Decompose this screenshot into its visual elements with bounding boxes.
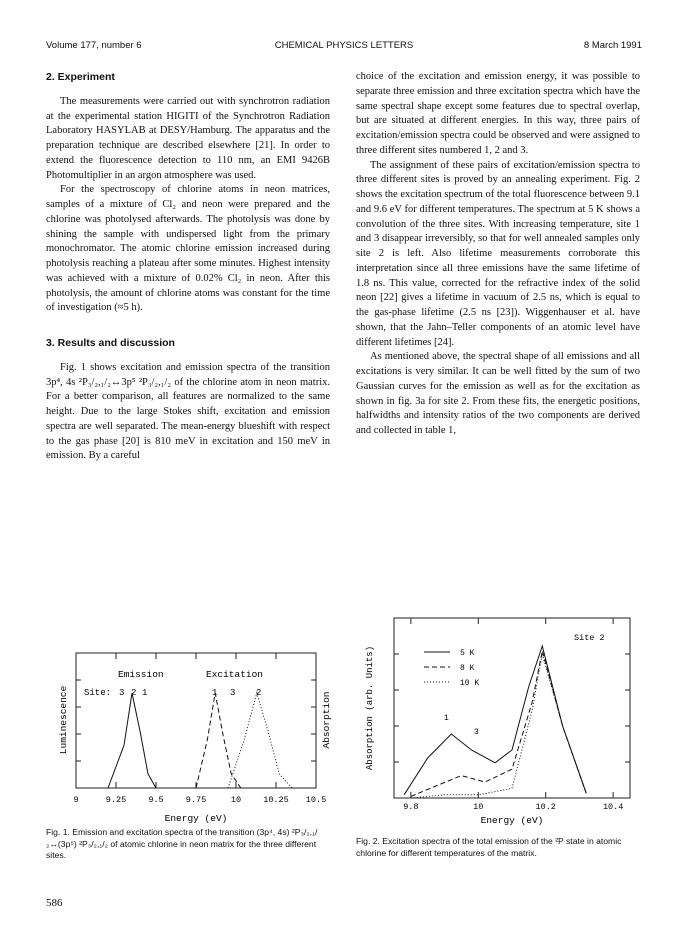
fig1-excitation-label: Excitation [206,669,264,680]
fig2-ylabel: Absorption (arb. Units) [365,645,375,771]
figure-1 [46,645,346,825]
fig2-legend-8k: 8 K [460,664,475,673]
fig1-xtick-labels [73,795,326,805]
left-column [46,70,330,464]
experiment-heading: 2. Experiment [46,71,115,83]
issue-date: 8 March 1991 [583,40,642,51]
fig1-xtick-label: 9.5 [148,795,164,805]
fig1-emission-site-3: 3 [119,688,125,698]
fig1-excitation-site-2: 2 [256,688,262,698]
fig2-peak-3-label: 3 [474,728,479,737]
right-column [356,70,640,439]
fig2-legend-10k: 10 K [460,679,480,688]
fig2-ticks [394,618,630,798]
fig1-excitation-site-1: 1 [212,688,218,698]
fig1-series-line [196,693,241,788]
figure-2 [356,612,646,827]
fig2-peak-1-label: 1 [444,714,449,723]
fig2-site-label: Site 2 [574,633,605,643]
fig1-xtick-label: 9.25 [105,795,127,805]
fig2-series-line [404,646,586,795]
fig1-caption: Fig. 1. Emission and excitation spectra of the transition (3p⁴, 4s) ²P₃/₂,₁/₂↔(3p⁵) ²P₃/₂,₁/₂ of atomic chlorine in neon matrix for the three different sites. [46,827,318,860]
fig1-series-line [108,693,156,788]
fig2-xtick-labels [403,802,623,812]
fig1-xtick-label: 10.5 [305,795,327,805]
fig1-xtick-label: 9.75 [185,795,207,805]
fig1-emission-site-1: 1 [142,688,148,698]
fig1-site-label: Site: [84,688,112,698]
fig2-xtick-label: 10.4 [602,802,624,812]
results-paragraph-4: As mentioned above, the spectral shape of all emissions and all excitations is very similar. It can be well fitted by the sum of two Gaussian curves for the emission as well as for the excitation as shown in fig. 3a for site 2. From these fits, the energetic positions, halfwidths and intensity ratios of the two components are derived and collected in table 1, [356,351,640,436]
fig2-xtick-label: 10 [473,802,484,812]
fig1-ylabel-left: Luminescence [58,685,69,755]
fig2-caption: Fig. 2. Excitation spectra of the total emission of the ²P state in atomic chlorine for different temperatures of the matrix. [356,836,622,858]
fig2-xlabel: Energy (eV) [480,815,544,826]
fig1-frame [76,653,316,788]
fig1-xtick-label: 9 [73,795,79,805]
fig1-xtick-label: 10 [230,795,242,805]
fig1-series-line [228,693,292,788]
fig1-emission-label: Emission [118,669,164,680]
results-paragraph-1: Fig. 1 shows excitation and emission spectra of the transition 3p⁴, 4s ²P₃/₂,₁/₂↔3p⁵ ²P₃/₂,₁/₂ of the chlorine atom in neon matrix. For a better comparison, all features are normalized to the same height. Due to the large Stokes shift, excitation and emission spectra are well separated. The mean-energy blueshift with respect to the gas phase [20] is 810 meV in excitation and 150 meV in emission. By a careful [46,361,330,462]
journal-name: CHEMICAL PHYSICS LETTERS [274,40,414,51]
page-number: 586 [46,897,63,909]
fig1-curves [108,693,292,788]
results-heading: 3. Results and discussion [46,337,175,349]
fig2-xtick-label: 9.8 [403,802,419,812]
fig2-frame [394,618,630,798]
fig1-excitation-site-3: 3 [230,688,236,698]
running-header [46,40,642,54]
fig1-xlabel: Energy (eV) [164,813,228,824]
fig2-legend-5k: 5 K [460,649,475,658]
fig1-emission-site-2: 2 [131,688,137,698]
fig1-ticks [76,653,316,788]
results-paragraph-3: The assignment of these pairs of excitation/emission spectra to three different sites is proved by an annealing experiment. Fig. 2 shows the excitation spectrum of the total fluorescence between 9.1 and 9.6 eV for different temperatures. The spectrum at 5 K shows a convolution of the three sites. With increasing temperature, site 1 and 3 disappear irreversibly, so that for well annealed samples only site 2 is left. Also lifetime measurements corroborate this interpretation since all three emissions have the same lifetime of 1.8 ns. This value, corrected for the refractive index of the solid neon [22] gives a lifetime in vacuum of 2.5 ns, which is equal to the gas-phase lifetime (2.5 ns [23]). Wiggenhauser et al. have shown, that the Jahn–Teller components of an atomic level have different lifetimes [24]. [356,159,640,348]
fig1-ylabel-right: Absorption [321,691,332,749]
fig2-series-line [411,651,586,797]
fig2-xtick-label: 10.2 [535,802,556,812]
volume-info: Volume 177, number 6 [46,40,142,51]
experiment-paragraph-2: For the spectroscopy of chlorine atoms in neon matrices, samples of a mixture of Cl₂ and neon were prepared and the chlorine was photolysed afterwards. The photolysis was done by shining the sample with undispersed light from the primary monochromator. The atomic chlorine emission increased during photolysis reaching a plateau after some minutes. Highest intensity was achieved with a mixture of 0.02% Cl₂ in neon. After this photolysis, the amount of chlorine atoms was constant for the time of investigation (≈5 h). [46,184,330,314]
fig2-series-line [411,654,586,798]
fig1-xtick-label: 10.25 [263,795,289,805]
experiment-paragraph-1: The measurements were carried out with synchrotron radiation at the experimental station HIGITI of the Synchrotron Radiation Laboratory HASYLAB at DESY/Hamburg. The apparatus and the preparation technique are described elsewhere [21]. In order to extend the fluorescence detection to 110 nm, an EMI 9426B Photomultiplier in an argon atmosphere was used. [46,95,330,181]
results-paragraph-2: choice of the excitation and emission energy, it was possible to separate three emission and three excitation spectra which have the same spectral shape except some features due to spectral overlap, but are situated at different energies. In this way, three pairs of excitation/emission spectra could be observed and were assigned to three different sites numbered 1, 2 and 3. [356,71,640,156]
fig2-curves [404,646,586,798]
